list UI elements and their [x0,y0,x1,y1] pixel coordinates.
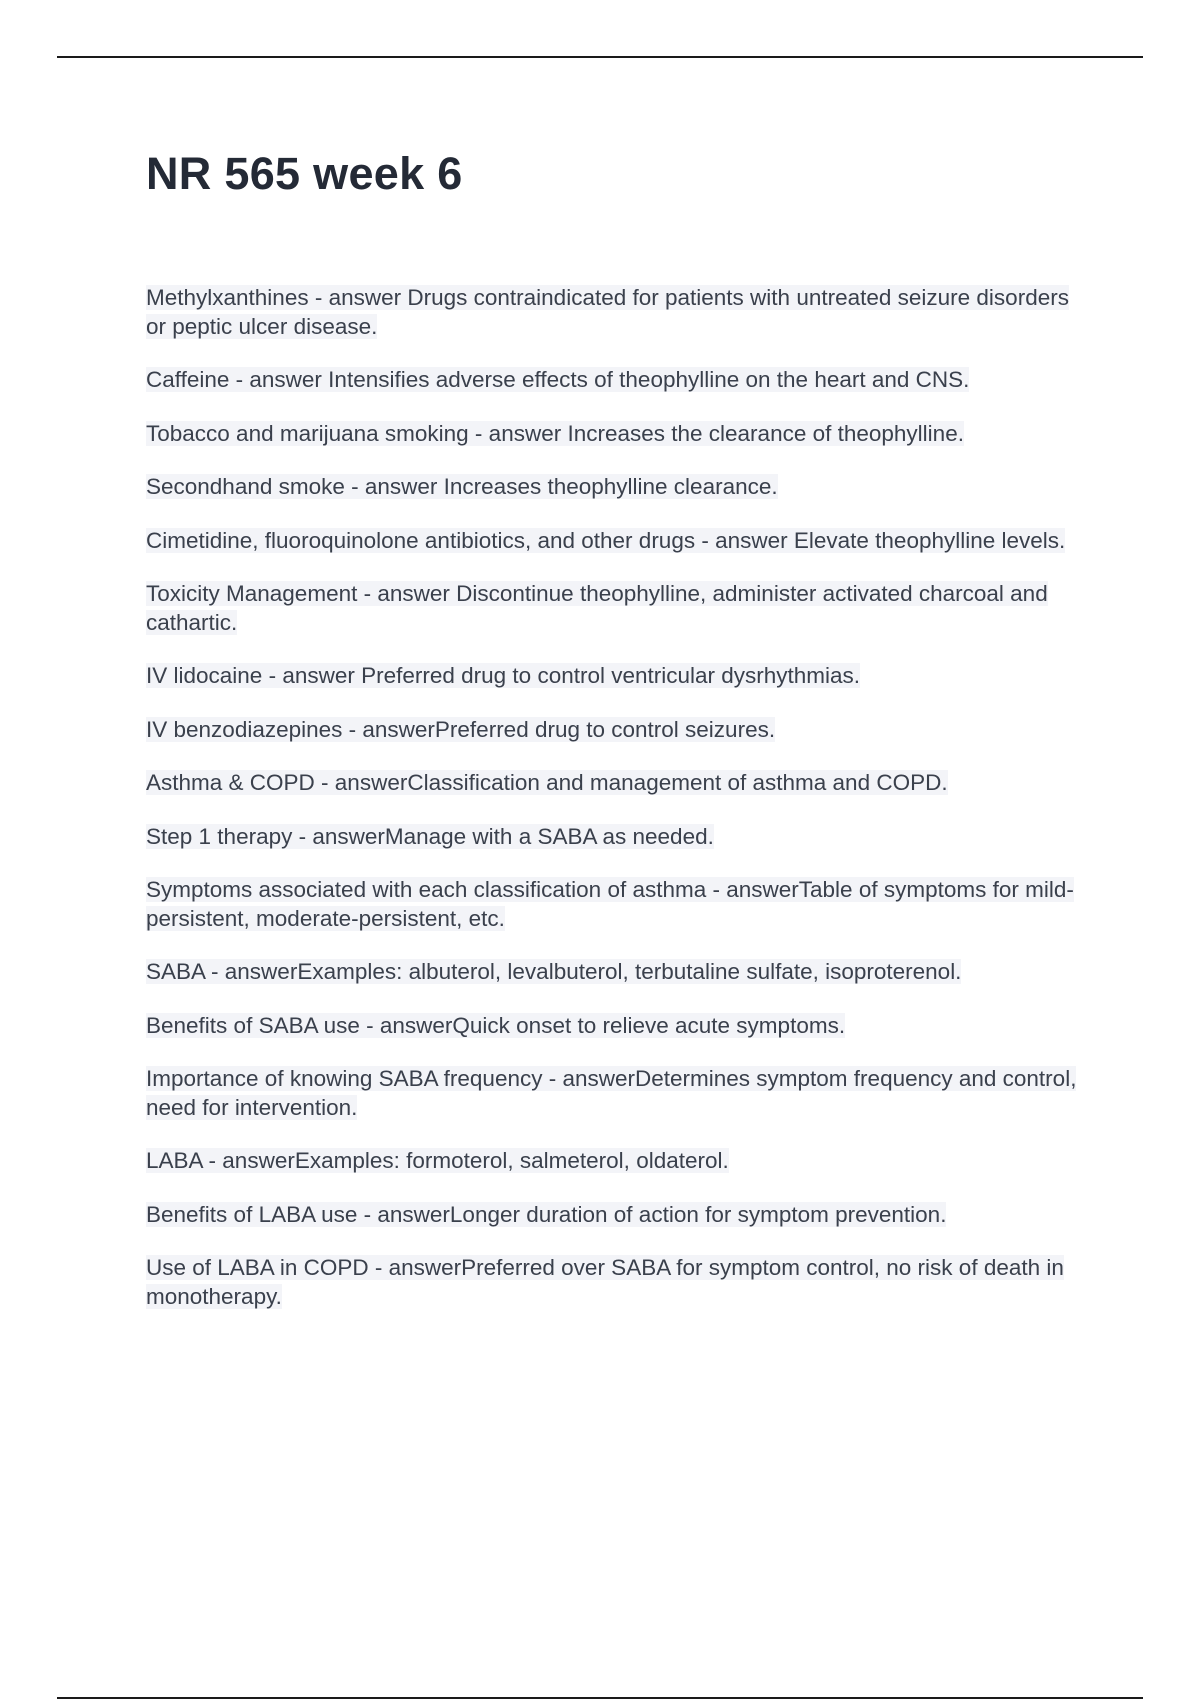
list-item-text: LABA - answerExamples: formoterol, salmeterol, oldaterol. [146,1148,729,1173]
list-item [146,527,1091,556]
list-item [146,769,1091,798]
list-item [146,284,1091,341]
list-item [146,1065,1091,1122]
list-item-text: Tobacco and marijuana smoking - answer Increases the clearance of theophylline. [146,420,964,446]
list-item-text: Symptoms associated with each classification of asthma - answerTable of symptoms for mild-persistent, moderate-persistent, etc. [146,877,1074,931]
list-item [146,1254,1091,1311]
list-item-text: Step 1 therapy - answerManage with a SABA as needed. [146,823,714,849]
list-item-text: Asthma & COPD - answerClassification and management of asthma and COPD. [146,770,948,795]
list-item-text: Use of LABA in COPD - answerPreferred over SABA for symptom control, no risk of death in monotherapy. [146,1255,1064,1309]
list-item [146,1201,1091,1230]
list-item-text: IV lidocaine - answer Preferred drug to control ventricular dysrhythmias. [146,663,861,688]
list-item-text: Secondhand smoke - answer Increases theophylline clearance. [146,474,778,499]
list-item [146,876,1091,933]
list-item-text: IV benzodiazepines - answerPreferred drug to control seizures. [146,716,776,742]
qa-list [146,284,1091,1336]
list-item [146,1012,1091,1041]
list-item [146,716,1091,745]
list-item-text: Cimetidine, fluoroquinolone antibiotics, and other drugs - answer Elevate theophylline levels. [146,527,1066,553]
bottom-divider [57,1697,1143,1699]
list-item [146,1147,1091,1176]
list-item-text: Importance of knowing SABA frequency - answerDetermines symptom frequency and control, need for intervention. [146,1066,1077,1120]
list-item [146,420,1091,449]
list-item [146,473,1091,502]
list-item-text: SABA - answerExamples: albuterol, levalbuterol, terbutaline sulfate, isoproterenol. [146,959,962,984]
list-item [146,823,1091,852]
list-item-text: Benefits of LABA use - answerLonger duration of action for symptom prevention. [146,1201,947,1227]
list-item [146,366,1091,395]
list-item [146,958,1091,987]
list-item [146,580,1091,637]
page-title: NR 565 week 6 [146,148,463,199]
list-item-text: Methylxanthines - answer Drugs contraindicated for patients with untreated seizure disorders or peptic ulcer disease. [146,285,1069,339]
top-divider [57,56,1143,58]
list-item-text: Benefits of SABA use - answerQuick onset to relieve acute symptoms. [146,1012,846,1038]
list-item-text: Caffeine - answer Intensifies adverse effects of theophylline on the heart and CNS. [146,367,970,392]
list-item [146,662,1091,691]
list-item-text: Toxicity Management - answer Discontinue theophylline, administer activated charcoal and cathartic. [146,581,1048,635]
